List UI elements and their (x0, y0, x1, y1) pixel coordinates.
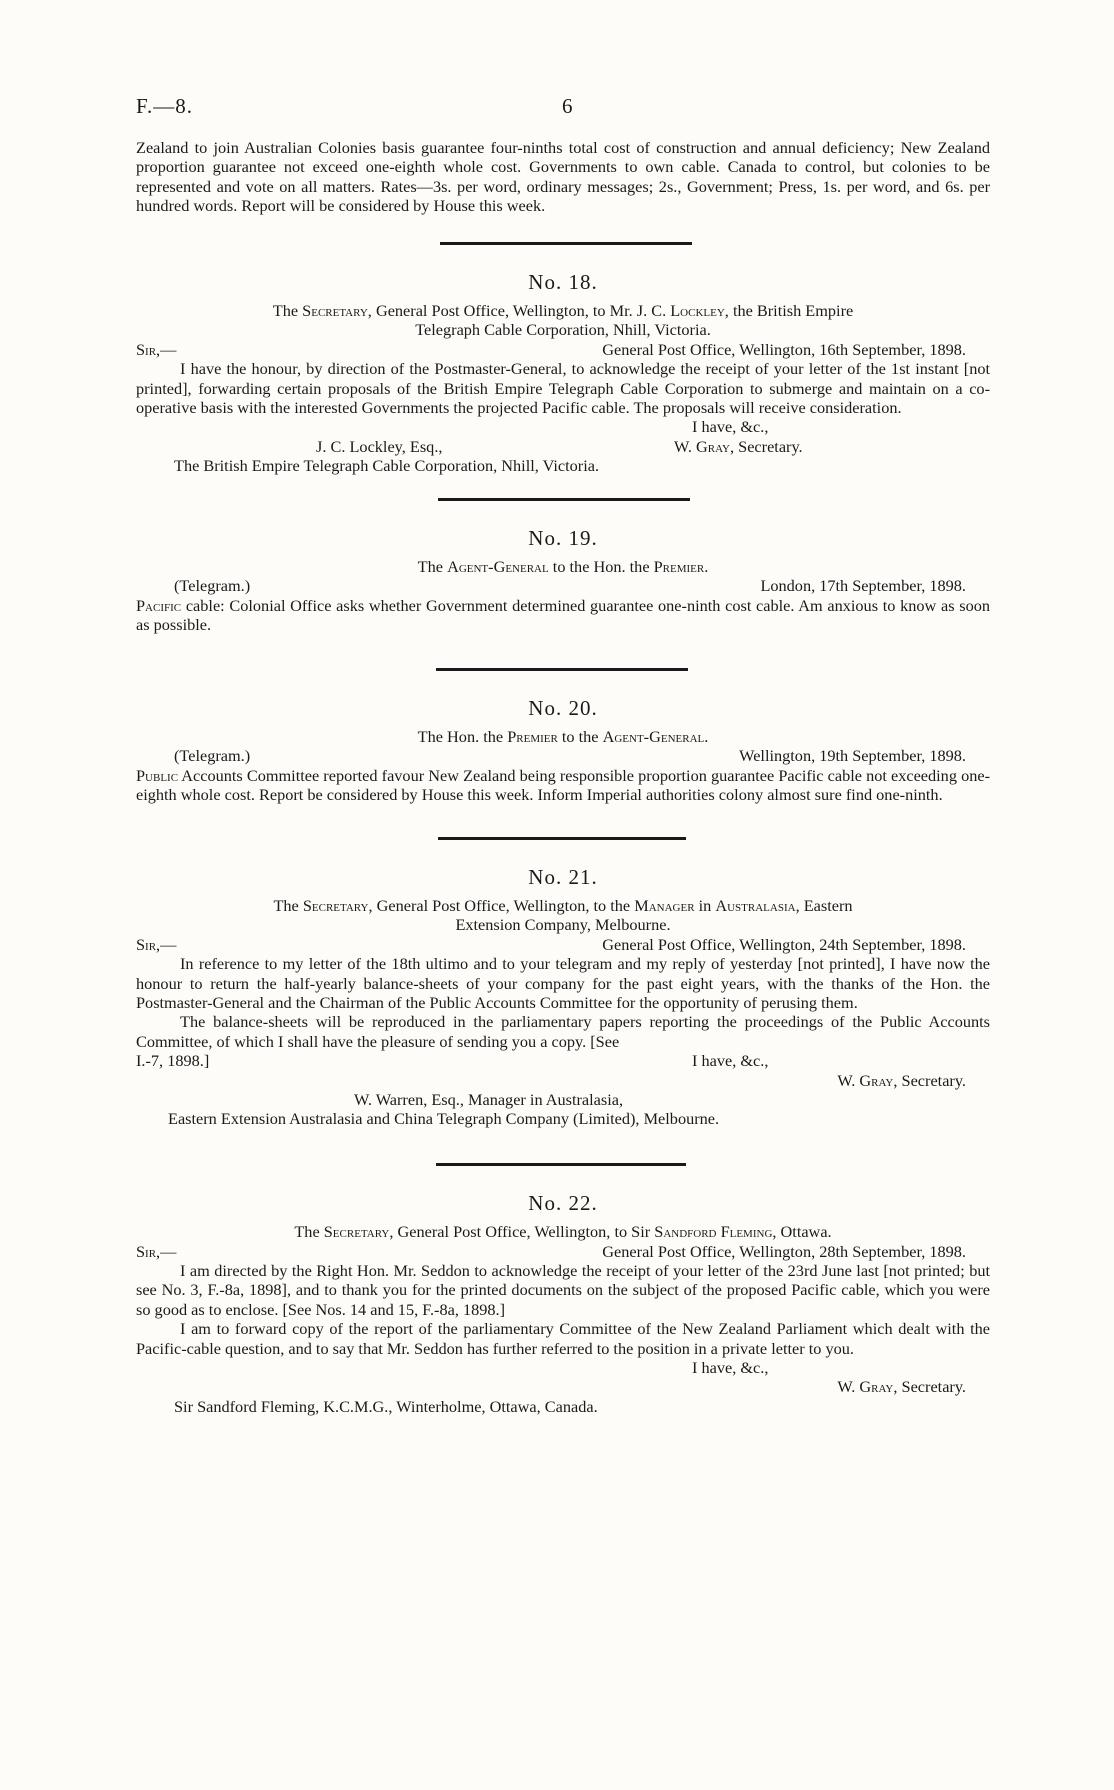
section-divider (436, 668, 688, 671)
letter-no-18 (136, 269, 990, 476)
closing: I have, &c., (692, 1051, 769, 1071)
salutation: Sir,— (136, 339, 177, 359)
letter-no-20 (136, 695, 990, 805)
letter-paragraph: The balance-sheets will be reproduced in the parliamentary papers reporting the proceedings of the Public Accounts Committee, of which I shall have the pleasure of sending you a copy. [See (136, 1012, 990, 1051)
letter-heading: The Secretary, General Post Office, Wellington, to the Manager in Australasia, Eastern (273, 896, 853, 916)
closing: I have, &c., (692, 1358, 769, 1378)
continuation-paragraph: Zealand to join Australian Colonies basis guarantee four-ninths total cost of construction and annual deficiency; New Zealand proportion guarantee not exceed one-eighth whole cost. Governments to own cable. Canada to control, but colonies to be represented and vote on all matters. Rates—3s. per word, ordinary messages; 2s., Government; Press, 1s. per word, and 6s. per hundred words. Report will be considered by House this week. (136, 138, 990, 216)
section-divider (440, 242, 692, 245)
telegram-row (136, 746, 990, 765)
salutation: Sir,— (136, 1241, 177, 1261)
dateline: General Post Office, Wellington, 16th September, 1898. (602, 339, 966, 359)
telegram-body: Public Accounts Committee reported favour New Zealand being responsible proportion guarantee Pacific cable not exceeding one-eighth whole cost. Report be considered by House this week. Inform Imperial authorities colony almost sure find one-ninth. (136, 765, 990, 805)
address: The British Empire Telegraph Cable Corporation, Nhill, Victoria. (174, 456, 600, 476)
telegram-body: Pacific cable: Colonial Office asks whether Government determined guarantee one-ninth cost cable. Am anxious to know as soon as possible. (136, 595, 990, 635)
salutation-row (136, 340, 990, 359)
closing-row (136, 1358, 990, 1377)
telegram-label: (Telegram.) (174, 746, 251, 766)
letter-heading: The Agent-General to the Hon. the Premier. (417, 557, 709, 577)
addressee-row (136, 437, 990, 456)
telegram-row (136, 576, 990, 595)
letter-paragraph: In reference to my letter of the 18th ultimo and to your telegram and my reply of yesterday [not printed], I have now the honour to return the half-yearly balance-sheets of your company for the past eight years, with the thanks of the Hon. the Postmaster-General and the Chairman of the Public Accounts Committee for the opportunity of perusing them. (136, 954, 990, 1013)
signature-row (136, 1071, 990, 1090)
salutation: Sir,— (136, 934, 177, 954)
letter-number: No. 21. (528, 864, 598, 889)
letter-number: No. 19. (528, 525, 598, 550)
address-row (136, 456, 990, 475)
letter-heading: The Secretary, General Post Office, Wellington, to Mr. J. C. Lockley, the British Empire (272, 301, 854, 321)
salutation-row (136, 1242, 990, 1261)
dateline: Wellington, 19th September, 1898. (739, 746, 966, 766)
address: Eastern Extension Australasia and China Telegraph Company (Limited), Melbourne. (168, 1109, 720, 1129)
dateline: London, 17th September, 1898. (760, 576, 966, 596)
addressee-row (136, 1090, 990, 1109)
paper-reference: F.—8. (136, 94, 193, 118)
letter-paragraph: I am to forward copy of the report of the parliamentary Committee of the New Zealand Parliament which dealt with the Pacific-cable question, and to say that Mr. Seddon has further referred to the position in a private letter to you. (136, 1319, 990, 1358)
address: Sir Sandford Fleming, K.C.M.G., Winterholme, Ottawa, Canada. (174, 1396, 598, 1416)
section-divider (438, 837, 686, 840)
page-header (136, 94, 574, 119)
closing: I have, &c., (692, 417, 769, 437)
signature: W. Gray, Secretary. (837, 1377, 966, 1397)
signature: W. Gray, Secretary. (837, 1070, 966, 1090)
letter-heading-line2: Extension Company, Melbourne. (455, 915, 671, 935)
addressee: W. Warren, Esq., Manager in Australasia, (354, 1090, 624, 1110)
letter-no-19 (136, 525, 990, 635)
letter-heading-line2: Telegraph Cable Corporation, Nhill, Victoria. (415, 320, 711, 340)
letter-no-21 (136, 864, 990, 1129)
letter-number: No. 22. (528, 1190, 598, 1215)
letter-number: No. 18. (528, 269, 598, 294)
signature-row (136, 1377, 990, 1396)
section-divider (438, 498, 690, 501)
paragraph-end: I.-7, 1898.] (136, 1051, 210, 1071)
telegram-label: (Telegram.) (174, 576, 251, 596)
letter-no-22 (136, 1190, 990, 1416)
document-body (136, 138, 990, 1416)
letter-heading: The Secretary, General Post Office, Wellington, to Sir Sandford Fleming, Ottawa. (294, 1222, 832, 1242)
salutation-row (136, 935, 990, 954)
address-row (136, 1397, 990, 1416)
letter-number: No. 20. (528, 695, 598, 720)
signature: W. Gray, Secretary. (674, 436, 803, 456)
dateline: General Post Office, Wellington, 24th September, 1898. (602, 934, 966, 954)
closing-row (136, 417, 990, 436)
address-row (136, 1109, 990, 1128)
letter-heading: The Hon. the Premier to the Agent-General. (417, 727, 709, 747)
page-number: 6 (562, 94, 574, 118)
letter-body: I have the honour, by direction of the Postmaster-General, to acknowledge the receipt of your letter of the 1st instant [not printed], forwarding certain proposals of the British Empire Telegraph Cable Corporation to submerge and maintain on a co-operative basis with the interested Governments the projected Pacific cable. The proposals will receive consideration. (136, 359, 990, 418)
closing-row (136, 1051, 990, 1070)
letter-paragraph: I am directed by the Right Hon. Mr. Seddon to acknowledge the receipt of your letter of the 23rd June last [not printed; but see No. 3, F.-8a, 1898], and to thank you for the printed documents on the subject of the proposed Pacific cable, which you were so good as to enclose. [See Nos. 14 and 15, F.-8a, 1898.] (136, 1261, 990, 1319)
section-divider (436, 1163, 686, 1166)
dateline: General Post Office, Wellington, 28th September, 1898. (602, 1241, 966, 1261)
addressee: J. C. Lockley, Esq., (316, 436, 443, 456)
